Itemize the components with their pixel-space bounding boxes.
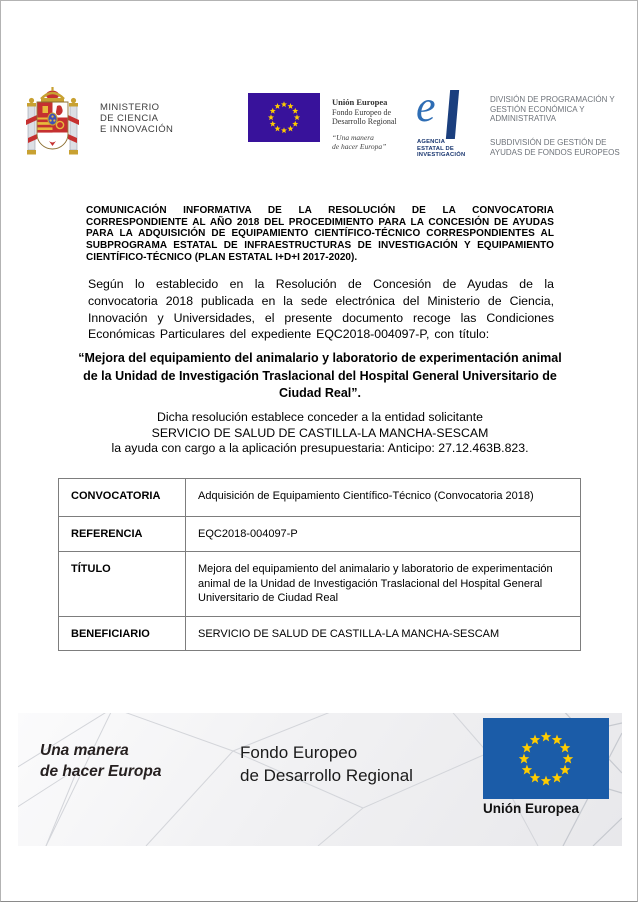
division-line: SUBDIVISIÓN DE GESTIÓN DE	[490, 138, 607, 147]
row-label: REFERENCIA	[59, 517, 186, 552]
feder-footer-banner	[18, 713, 622, 846]
aei-bar-icon	[446, 90, 459, 139]
footer-fund-line: de Desarrollo Regional	[240, 766, 413, 785]
row-value: Mejora del equipamiento del animalario y laboratorio de experimentación animal de la Unidad de Investigación Traslacional del Hospital General Universitario de Ciudad Real	[186, 552, 581, 617]
table-row	[59, 552, 581, 617]
division-text	[490, 95, 615, 124]
project-title: “Mejora del equipamiento del animalario y laboratorio de experimentación animal de la Unidad de Investigación Traslacional del Hospital General Universitario de Ciudad Real”.	[78, 351, 562, 401]
aei-line: INVESTIGACIÓN	[417, 152, 466, 159]
eu-flag-header-icon	[248, 93, 320, 142]
subdivision-text	[490, 138, 620, 157]
division-line: ADMINISTRATIVA	[490, 114, 556, 124]
aei-line: AGENCIA	[417, 139, 446, 145]
aei-logo-text	[417, 139, 465, 159]
beneficiary-name: SERVICIO DE SALUD DE CASTILLA-LA MANCHA-SESCAM	[151, 425, 489, 440]
footer-fund-line: Fondo Europeo	[240, 743, 358, 762]
row-label: BENEFICIARIO	[59, 617, 186, 651]
grant-line: Dicha resolución establece conceder a la entidad solicitante	[156, 410, 484, 424]
ministry-logo-text	[100, 102, 173, 135]
row-value: Adquisición de Equipamiento Científico-Técnico (Convocatoria 2018)	[186, 479, 581, 517]
grant-block	[61, 410, 579, 457]
division-line: AYUDAS DE FONDOS EUROPEOS	[490, 147, 620, 157]
footer-motto-line: Una manera	[40, 742, 129, 759]
conditions-table	[58, 478, 581, 651]
intro-paragraph: Según lo establecido en la Resolución de Concesión de Ayudas de la convocatoria 2018 publicada en la sede electrónica del Ministerio de Ciencia, Innovación y Universidades, el presente documento recoge las Condiciones Económicas Particulares del expediente EQC2018-004097-P, con título:	[88, 277, 554, 342]
ministry-line: E INNOVACIÓN	[100, 124, 174, 135]
row-value: SERVICIO DE SALUD DE CASTILLA-LA MANCHA-SESCAM	[186, 617, 581, 651]
division-line: DIVISIÓN DE PROGRAMACIÓN Y	[490, 95, 615, 104]
eu-logo-title: Unión Europea	[332, 97, 388, 107]
row-label: CONVOCATORIA	[59, 479, 186, 517]
table-row	[59, 479, 581, 517]
row-value: EQC2018-004097-P	[186, 517, 581, 552]
eu-logo-motto: de hacer Europa”	[332, 142, 387, 151]
row-label: TÍTULO	[59, 552, 186, 617]
footer-motto	[40, 740, 161, 782]
eu-fund-logo-text	[332, 98, 397, 152]
eu-flag-footer-icon	[483, 718, 609, 799]
spain-coat-of-arms-icon	[26, 86, 79, 164]
table-row	[59, 617, 581, 651]
notice-paragraph: COMUNICACIÓN INFORMATIVA DE LA RESOLUCIÓN DE LA CONVOCATORIA CORRESPONDIENTE AL AÑO 2018 DEL PROCEDIMIENTO PARA LA CONCESIÓN DE AYUDAS PARA LA ADQUISICIÓN DE EQUIPAMIENTO CIENTÍFICO-TÉCNICO CORRESPONDIENTES AL SUBPROGRAMA ESTATAL DE INFRAESTRUCTURAS DE INVESTIGACIÓN Y EQUIPAMIENTO CIENTÍFICO-TÉCNICO (PLAN ESTATAL I+D+I 2017-2020).	[86, 205, 554, 263]
footer-fund-name	[240, 741, 413, 787]
footer-eu-label: Unión Europea	[483, 801, 580, 816]
eu-logo-subtitle: Fondo Europeo de	[332, 107, 392, 117]
table-row	[59, 517, 581, 552]
eu-logo-subtitle: Desarrollo Regional	[332, 117, 397, 126]
eu-logo-motto: “Una manera	[332, 132, 374, 142]
division-line: GESTIÓN ECONÓMICA Y	[490, 104, 585, 114]
aei-line: ESTATAL DE	[417, 145, 454, 152]
grant-line: la ayuda con cargo a la aplicación presupuestaria: Anticipo: 27.12.463B.823.	[111, 441, 529, 456]
ministry-line: DE CIENCIA	[100, 113, 159, 124]
footer-motto-line: de hacer Europa	[40, 763, 162, 780]
aei-e-icon: e	[416, 82, 436, 131]
ministry-line: MINISTERIO	[100, 102, 160, 113]
